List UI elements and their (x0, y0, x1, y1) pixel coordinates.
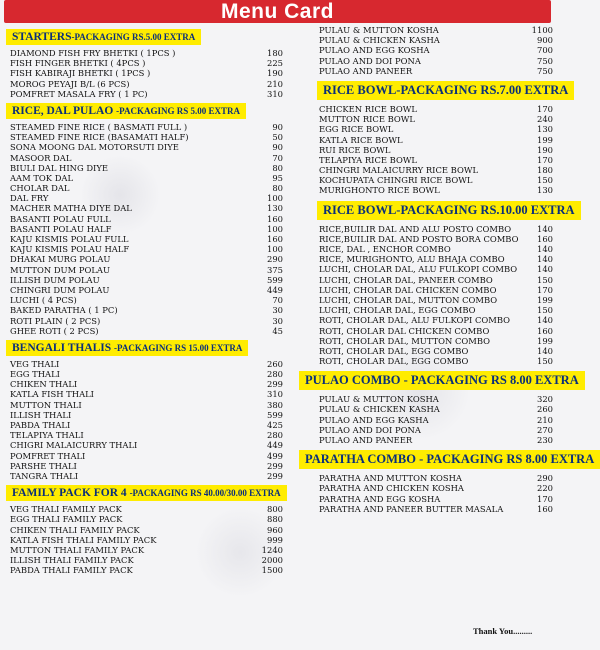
menu-item-price: 100 (267, 223, 283, 234)
menu-item (293, 285, 555, 295)
menu-item-name: LUCHI, CHOLAR DAL CHICKEN COMBO (319, 284, 497, 295)
menu-item-price: 30 (272, 315, 283, 326)
menu-item-name: PARSHE THALI (10, 460, 77, 471)
menu-item-price: 160 (267, 213, 283, 224)
menu-item-name: PABDA THALI (10, 420, 71, 430)
menu-item-price: 190 (267, 68, 283, 79)
menu-item-price: 310 (267, 389, 283, 400)
menu-item-price: 320 (537, 394, 553, 405)
menu-item (293, 56, 555, 66)
menu-item-name: PULAU & CHICKEN KASHA (319, 404, 440, 415)
menu-item (4, 379, 289, 389)
menu-item-name: RICE, MURIGHONTO, ALU BHAJA COMBO (319, 254, 505, 265)
menu-item-name: PULAU & CHICKEN KASHA (319, 35, 440, 46)
menu-item-name: PARATHA AND MUTTON KOSHA (319, 473, 462, 484)
menu-item (4, 244, 289, 254)
menu-item-name: TANGRA THALI (10, 470, 79, 481)
section-banner-bengali-thalis (6, 340, 248, 356)
menu-item (4, 471, 289, 481)
menu-section-rice-bowl-10 (293, 196, 575, 367)
menu-item-price: 260 (267, 358, 283, 369)
menu-item (4, 48, 289, 58)
menu-item-name: RICE,BUILIR DAL AND POSTO BORA COMBO (319, 233, 519, 244)
menu-item-price: 170 (537, 284, 553, 295)
menu-item-name: PARATHA AND PANEER BUTTER MASALA (319, 503, 504, 514)
section-banner-pulao-combo (299, 371, 585, 390)
menu-item-name: RICE,BUILIR DAL AND ALU POSTO COMBO (319, 223, 512, 234)
menu-item-name: MACHER MATHA DIYE DAL (10, 203, 132, 214)
menu-item (4, 265, 289, 275)
menu-item (293, 145, 555, 155)
menu-item-name: RUI RICE BOWL (319, 144, 391, 155)
menu-item-price: 299 (267, 470, 283, 481)
menu-item-price: 140 (537, 345, 553, 356)
menu-item (4, 535, 289, 545)
menu-item-name: PULAO AND PANEER (319, 65, 413, 76)
menu-item-price: 199 (537, 335, 553, 346)
menu-item (293, 346, 555, 356)
menu-item-name: CHIKEN THALI FAMILY PACK (10, 524, 140, 535)
menu-item (293, 175, 555, 185)
menu-item-price: 180 (537, 165, 553, 176)
menu-item-price: 160 (537, 325, 553, 336)
menu-item (293, 244, 555, 254)
menu-item (293, 135, 555, 145)
section-banner-paratha-combo (299, 450, 600, 469)
menu-item-name: PABDA THALI FAMILY PACK (10, 565, 133, 576)
menu-item-name: GHEE ROTI ( 2 PCS) (10, 325, 99, 336)
menu-item-name: KATLA FISH THALI (10, 389, 94, 400)
section-banner-rice-dal-pulao (6, 103, 246, 119)
menu-item (4, 316, 289, 326)
section-packaging-note: -PACKAGING RS 15.00 EXTRA (114, 342, 243, 353)
menu-section-bengali-thalis (4, 336, 289, 481)
menu-item-price: 240 (537, 114, 553, 125)
menu-item-name: LUCHI, CHOLAR DAL, MUTTON COMBO (319, 294, 498, 305)
menu-item-name: RICE, DAL , ENCHOR COMBO (319, 244, 451, 254)
menu-item (293, 494, 555, 504)
menu-item (293, 155, 555, 165)
menu-item-price: 1500 (261, 565, 283, 576)
menu-item (293, 35, 555, 45)
menu-item-name: FISH FINGER BHETKI ( 4PCS ) (10, 58, 146, 69)
menu-item (293, 25, 555, 35)
menu-item-price: 449 (267, 284, 283, 295)
menu-item (4, 203, 289, 213)
menu-item-name: ILLISH THALI FAMILY PACK (10, 555, 134, 566)
menu-item-name: KOCHUPATA CHINGRI RICE BOWL (319, 175, 473, 186)
menu-item (4, 89, 289, 99)
menu-item-price: 499 (267, 450, 283, 461)
menu-item-price: 150 (537, 356, 553, 367)
section-heading: BENGALI THALIS (12, 341, 115, 354)
menu-item (4, 234, 289, 244)
menu-item-name: LUCHI, CHOLAR DAL, PANEER COMBO (319, 274, 493, 285)
menu-item (4, 224, 289, 234)
menu-section-family-pack (4, 481, 289, 575)
menu-item (4, 79, 289, 89)
menu-item-price: 140 (537, 223, 553, 234)
menu-item-price: 2000 (261, 555, 283, 566)
menu-item (4, 193, 289, 203)
menu-item-price: 45 (272, 325, 283, 336)
menu-item (4, 565, 289, 575)
menu-item-price: 80 (272, 183, 283, 194)
menu-item-price: 599 (267, 274, 283, 285)
menu-item (4, 295, 289, 305)
menu-item-price: 160 (267, 234, 283, 244)
menu-item-price: 70 (272, 152, 283, 163)
menu-item (293, 504, 555, 514)
menu-item-name: PULAO AND PANEER (319, 435, 413, 445)
menu-item-name: POMFRET THALI (10, 450, 86, 461)
menu-item (4, 275, 289, 285)
menu-item-price: 380 (267, 399, 283, 410)
section-banner-rice-bowl-10 (317, 201, 581, 220)
menu-item-price: 299 (267, 460, 283, 471)
menu-item-name: EGG RICE BOWL (319, 124, 394, 135)
menu-item (4, 555, 289, 565)
section-packaging-note: -PACKAGING RS 5.00 EXTRA (116, 105, 240, 116)
menu-item-name: CHINGRI MALAICURRY RICE BOWL (319, 165, 479, 176)
menu-item-price: 90 (272, 121, 283, 132)
menu-item (293, 435, 555, 445)
section-heading: FAMILY PACK FOR 4 (12, 487, 130, 500)
menu-item (4, 214, 289, 224)
menu-item-price: 199 (537, 294, 553, 305)
menu-title: Menu Card (220, 0, 334, 23)
menu-item-name: ILLISH THALI (10, 409, 72, 420)
menu-item-name: TELAPIYA THALI (10, 430, 84, 441)
menu-item (4, 285, 289, 295)
menu-item-name: VEG THALI (10, 358, 60, 369)
menu-item-price: 210 (267, 78, 283, 89)
menu-item (293, 234, 555, 244)
left-column (4, 25, 289, 575)
menu-item-name: PULAU & MUTTON KOSHA (319, 394, 439, 405)
menu-item-price: 140 (537, 264, 553, 275)
section-heading: RICE BOWL-PACKAGING RS.10.00 EXTRA (323, 202, 575, 217)
menu-item-price: 210 (537, 414, 553, 425)
menu-item-price: 170 (537, 493, 553, 504)
menu-item-name: DHAKAI MURG POLAU (10, 254, 111, 265)
menu-item-price: 960 (267, 524, 283, 535)
menu-item (4, 153, 289, 163)
menu-item-name: PULAU & MUTTON KOSHA (319, 25, 439, 35)
menu-item (293, 66, 555, 76)
menu-item-name: BASANTI POLAU FULL (10, 213, 111, 224)
menu-item (4, 132, 289, 142)
menu-item-name: PARATHA AND EGG KOSHA (319, 493, 441, 504)
menu-item-name: LUCHI, CHOLAR DAL, EGG COMBO (319, 305, 476, 316)
menu-item-price: 90 (272, 142, 283, 153)
menu-item-name: MUTTON THALI FAMILY PACK (10, 544, 145, 555)
menu-section-rice-dal-pulao (4, 99, 289, 336)
menu-item-price: 50 (272, 132, 283, 143)
menu-item-name: CHIGRI MALAICURRY THALI (10, 440, 138, 451)
menu-item-price: 180 (267, 48, 283, 58)
menu-item-name: VEG THALI FAMILY PACK (10, 504, 122, 515)
menu-item-price: 375 (267, 264, 283, 275)
menu-item-name: ROTI, CHOLAR DAL, EGG COMBO (319, 345, 469, 356)
menu-item (4, 451, 289, 461)
menu-item-name: KAJU KISMIS POLAU FULL (10, 234, 129, 244)
menu-item-price: 700 (537, 45, 553, 56)
menu-section-pulao-combo (293, 366, 579, 445)
menu-item-name: BIULI DAL HING DIYE (10, 162, 108, 173)
menu-item-price: 199 (537, 134, 553, 145)
menu-item-price: 220 (537, 483, 553, 494)
menu-item (4, 514, 289, 524)
menu-item-name: DAL FRY (10, 193, 49, 204)
menu-item-name: EGG THALI FAMILY PACK (10, 514, 123, 525)
menu-item (4, 525, 289, 535)
menu-item (4, 504, 289, 514)
menu-item (293, 254, 555, 264)
thank-you-note: Thank You......... (473, 626, 533, 636)
menu-item-name: MUTTON DUM POLAU (10, 264, 110, 275)
menu-item (293, 336, 555, 346)
menu-item-name: ROTI, CHOLAR DAL, EGG COMBO (319, 356, 469, 367)
menu-item-name: ROTI, CHOLAR DAL, ALU FULKOPI COMBO (319, 315, 511, 326)
menu-item-name: MUTTON RICE BOWL (319, 114, 415, 125)
menu-item-price: 880 (267, 514, 283, 525)
menu-item (4, 440, 289, 450)
menu-item-price: 290 (537, 473, 553, 484)
menu-item-price: 170 (537, 154, 553, 165)
menu-item-name: AAM TOK DAL (10, 172, 74, 183)
section-heading: RICE BOWL-PACKAGING RS.7.00 EXTRA (323, 82, 569, 97)
menu-item-price: 270 (537, 424, 553, 435)
menu-item-name: SONA MOONG DAL MOTORSUTI DIYE (10, 142, 179, 153)
menu-item (4, 410, 289, 420)
menu-item-name: KATLA RICE BOWL (319, 134, 403, 145)
menu-item (4, 173, 289, 183)
menu-item-price: 130 (537, 124, 553, 135)
menu-item-name: KATLA FISH THALI FAMILY PACK (10, 534, 157, 545)
menu-item-name: PULAO AND DOI PONA (319, 55, 421, 66)
menu-item (4, 68, 289, 78)
menu-section-starters (4, 25, 289, 99)
menu-item-price: 260 (537, 404, 553, 415)
menu-item-price: 150 (537, 305, 553, 316)
menu-item (4, 305, 289, 315)
menu-item-price: 310 (267, 88, 283, 99)
menu-item-price: 150 (537, 175, 553, 186)
menu-item-price: 70 (272, 295, 283, 306)
menu-item-name: CHOLAR DAL (10, 183, 70, 194)
menu-item-price: 599 (267, 409, 283, 420)
menu-item-name: CHINGRI DUM POLAU (10, 284, 110, 295)
menu-item-price: 190 (537, 144, 553, 155)
menu-item-price: 100 (267, 244, 283, 255)
menu-item (293, 124, 555, 134)
section-banner-starters (6, 29, 201, 45)
menu-item (293, 264, 555, 274)
menu-item (4, 254, 289, 264)
menu-item (293, 275, 555, 285)
menu-item-price: 800 (267, 504, 283, 515)
menu-item-price: 1240 (261, 544, 283, 555)
menu-item (4, 326, 289, 336)
menu-item (293, 224, 555, 234)
menu-item-name: MURIGHONTO RICE BOWL (319, 185, 440, 196)
menu-item-name: PULAO AND EGG KASHA (319, 414, 429, 425)
menu-item-price: 750 (537, 55, 553, 66)
menu-section-rice-bowl-7 (293, 76, 569, 196)
menu-item-price: 900 (537, 35, 553, 46)
menu-item-price: 170 (537, 103, 553, 114)
menu-item-price: 130 (537, 185, 553, 196)
menu-item-name: PULAO AND EGG KOSHA (319, 45, 430, 56)
menu-item-price: 299 (267, 379, 283, 390)
menu-item-price: 130 (267, 203, 283, 214)
menu-item (293, 295, 555, 305)
section-heading: PULAO COMBO - PACKAGING RS 8.00 EXTRA (305, 373, 579, 388)
menu-item (4, 400, 289, 410)
menu-item-name: BAKED PARATHA ( 1 PC) (10, 305, 118, 316)
menu-item-name: PULAO AND DOI PONA (319, 424, 421, 435)
menu-item-name: EGG THALI (10, 369, 60, 380)
menu-item-price: 140 (537, 254, 553, 265)
section-heading: RICE, DAL PULAO (12, 104, 117, 117)
menu-item-price: 230 (537, 435, 553, 445)
section-packaging-note: -PACKAGING RS 40.00/30.00 EXTRA (129, 488, 281, 499)
menu-item-name: PARATHA AND CHICKEN KOSHA (319, 483, 464, 494)
menu-item-price: 425 (267, 420, 283, 430)
menu-item (293, 114, 555, 124)
menu-item-price: 30 (272, 305, 283, 316)
menu-item (4, 461, 289, 471)
menu-item (4, 142, 289, 152)
menu-item-name: ROTI PLAIN ( 2 PCS) (10, 315, 101, 326)
menu-item-name: FISH KABIRAJI BHETKI ( 1PCS ) (10, 68, 151, 79)
section-banner-family-pack (6, 485, 287, 501)
menu-item-name: POMFRET MASALA FRY ( 1 PC) (10, 88, 148, 99)
menu-item-price: 280 (267, 430, 283, 441)
menu-item-price: 999 (267, 534, 283, 545)
menu-item (293, 415, 555, 425)
menu-item-price: 80 (272, 162, 283, 173)
menu-item (293, 394, 555, 404)
menu-item (4, 389, 289, 399)
menu-item-name: STEAMED FINE RICE ( BASMATI FULL ) (10, 121, 188, 132)
menu-item (293, 326, 555, 336)
menu-item (293, 404, 555, 414)
menu-item-name: MUTTON THALI (10, 399, 82, 410)
menu-title-bar (4, 0, 551, 23)
menu-item (4, 122, 289, 132)
menu-item-name: CHICKEN RICE BOWL (319, 103, 417, 114)
menu-item (4, 58, 289, 68)
menu-item-name: CHIKEN THALI (10, 379, 78, 390)
section-heading: PARATHA COMBO - PACKAGING RS 8.00 EXTRA (305, 452, 595, 467)
menu-item-name: TELAPIYA RICE BOWL (319, 154, 417, 165)
menu-item-price: 750 (537, 65, 553, 76)
menu-item-price: 140 (537, 244, 553, 254)
menu-item (4, 163, 289, 173)
menu-item (293, 305, 555, 315)
menu-item-name: LUCHI ( 4 PCS) (10, 295, 77, 306)
menu-section-pulao-continued (293, 25, 555, 76)
menu-item (293, 165, 555, 175)
menu-item-name: DIAMOND FISH FRY BHETKI ( 1PCS ) (10, 48, 176, 58)
menu-item-price: 449 (267, 440, 283, 451)
menu-item (4, 545, 289, 555)
section-packaging-note: -PACKAGING RS.5.00 EXTRA (71, 32, 196, 42)
menu-item (293, 104, 555, 114)
menu-item-name: MOROG PEYAJI B/L (6 PCS) (10, 78, 130, 89)
menu-item-price: 225 (267, 58, 283, 69)
menu-item (293, 473, 555, 483)
menu-item-price: 100 (267, 193, 283, 204)
menu-item (4, 430, 289, 440)
right-column (293, 25, 595, 514)
menu-item-name: LUCHI, CHOLAR DAL, ALU FULKOPI COMBO (319, 264, 518, 275)
menu-item (293, 356, 555, 366)
menu-section-paratha-combo (293, 445, 595, 514)
menu-item-price: 150 (537, 274, 553, 285)
menu-item-name: ROTI, CHOLAR DAL, MUTTON COMBO (319, 335, 491, 346)
menu-item (293, 315, 555, 325)
section-heading: STARTERS (12, 31, 72, 43)
menu-item-price: 280 (267, 369, 283, 380)
menu-item (4, 420, 289, 430)
menu-item-price: 160 (537, 233, 553, 244)
menu-item (4, 359, 289, 369)
menu-item (293, 425, 555, 435)
menu-item-name: ROTI, CHOLAR DAL CHICKEN COMBO (319, 325, 490, 336)
menu-item (4, 369, 289, 379)
menu-item-price: 160 (537, 503, 553, 514)
menu-item (293, 185, 555, 195)
menu-item-name: STEAMED FINE RICE (BASAMATI HALF) (10, 132, 189, 143)
menu-item (4, 183, 289, 193)
menu-item-name: KAJU KISMIS POLAU HALF (10, 244, 130, 255)
menu-item-price: 140 (537, 315, 553, 326)
menu-item-price: 290 (267, 254, 283, 265)
menu-item (293, 45, 555, 55)
menu-item-price: 95 (272, 172, 283, 183)
menu-item (293, 483, 555, 493)
menu-item-price: 1100 (531, 25, 553, 35)
menu-item-name: ILLISH DUM POLAU (10, 274, 100, 285)
section-banner-rice-bowl-7 (317, 81, 574, 100)
menu-item-name: MASOOR DAL (10, 152, 72, 163)
menu-item-name: BASANTI POLAU HALF (10, 223, 112, 234)
